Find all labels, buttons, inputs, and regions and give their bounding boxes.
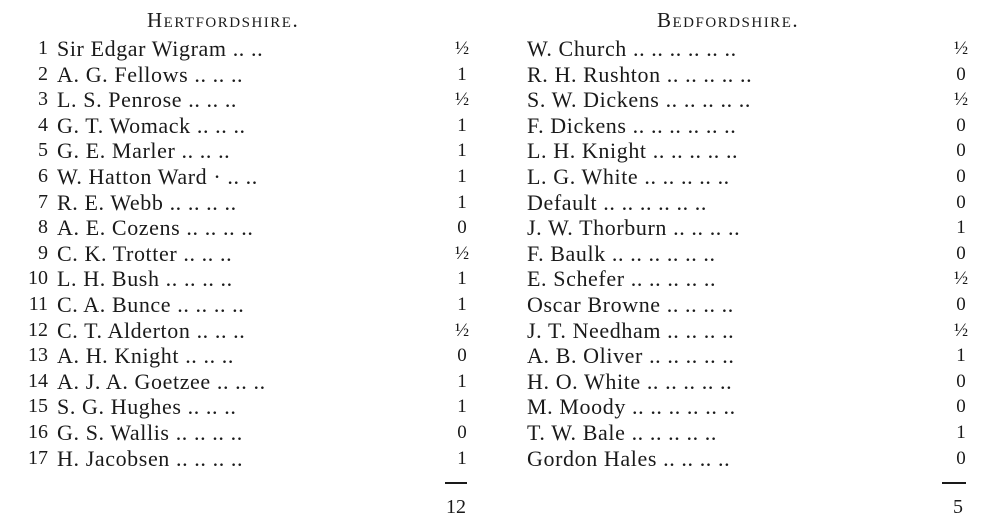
bedfordshire-row xyxy=(500,343,1001,369)
hertfordshire-row xyxy=(0,138,500,164)
player-score: 1 xyxy=(457,191,467,213)
player-name: F. Dickens .. .. .. .. .. .. xyxy=(527,112,737,138)
bedfordshire-total-rule xyxy=(942,482,966,484)
bedfordshire-row xyxy=(500,241,1001,267)
player-name: M. Moody .. .. .. .. .. .. xyxy=(527,394,736,420)
hertfordshire-row xyxy=(0,292,500,318)
bedfordshire-row xyxy=(500,318,1001,344)
bedfordshire-row xyxy=(500,266,1001,292)
player-score: 1 xyxy=(457,293,467,315)
hertfordshire-row xyxy=(0,87,500,113)
player-name: F. Baulk .. .. .. .. .. .. xyxy=(527,240,716,266)
hertfordshire-row xyxy=(0,36,500,62)
player-score: ½ xyxy=(454,242,470,264)
board-number: 17 xyxy=(28,446,48,469)
player-score: 0 xyxy=(956,191,966,213)
player-score: 1 xyxy=(457,447,467,469)
board-number: 8 xyxy=(38,216,48,239)
hertfordshire-players xyxy=(0,36,500,471)
player-score: 0 xyxy=(956,293,966,315)
player-name: A. B. Oliver .. .. .. .. .. xyxy=(527,343,735,369)
hertfordshire-row xyxy=(0,266,500,292)
bedfordshire-row xyxy=(500,62,1001,88)
player-name: A. H. Knight .. .. .. xyxy=(57,343,234,369)
player-score: 1 xyxy=(956,345,966,367)
player-score: 0 xyxy=(956,242,966,264)
bedfordshire-row xyxy=(500,292,1001,318)
player-score: 1 xyxy=(457,268,467,290)
player-score: 1 xyxy=(457,114,467,136)
player-name: Gordon Hales .. .. .. .. xyxy=(527,445,731,471)
player-name: Default .. .. .. .. .. .. xyxy=(527,189,707,215)
player-name: E. Schefer .. .. .. .. .. xyxy=(527,266,717,292)
bedfordshire-row xyxy=(500,446,1001,472)
board-number: 1 xyxy=(38,37,48,59)
board-number: 2 xyxy=(38,62,48,85)
player-score: 0 xyxy=(956,165,966,187)
hertfordshire-row xyxy=(0,241,500,267)
player-score: ½ xyxy=(953,268,969,290)
hertfordshire-row xyxy=(0,446,500,472)
bedfordshire-row xyxy=(500,87,1001,113)
hertfordshire-row xyxy=(0,420,500,446)
hertfordshire-row xyxy=(0,369,500,395)
hertfordshire-row xyxy=(0,343,500,369)
bedfordshire-row xyxy=(500,164,1001,190)
player-name: L. G. White .. .. .. .. .. xyxy=(527,163,730,189)
board-number: 12 xyxy=(28,318,48,341)
player-score: 1 xyxy=(956,421,966,443)
player-name: S. G. Hughes .. .. .. xyxy=(57,394,237,420)
player-score: 1 xyxy=(457,165,467,187)
player-name: T. W. Bale .. .. .. .. .. xyxy=(527,419,717,445)
bedfordshire-row xyxy=(500,394,1001,420)
player-name: A. E. Cozens .. .. .. .. xyxy=(57,215,254,241)
player-score: 0 xyxy=(956,140,966,162)
player-score: ½ xyxy=(454,38,470,59)
player-name: W. Church .. .. .. .. .. .. xyxy=(527,36,737,61)
hertfordshire-total-rule xyxy=(445,482,467,484)
player-name: A. G. Fellows .. .. .. xyxy=(57,61,244,87)
player-score: ½ xyxy=(454,89,470,111)
player-name: C. K. Trotter .. .. .. xyxy=(57,240,233,266)
player-score: ½ xyxy=(953,319,969,341)
player-name: L. S. Penrose .. .. .. xyxy=(57,87,238,113)
player-score: 0 xyxy=(956,370,966,392)
player-name: G. T. Womack .. .. .. xyxy=(57,112,246,138)
board-number: 15 xyxy=(28,395,48,418)
player-name: A. J. A. Goetzee .. .. .. xyxy=(57,368,266,394)
board-number: 3 xyxy=(38,88,48,111)
player-score: 0 xyxy=(956,447,966,469)
hertfordshire-row xyxy=(0,318,500,344)
bedfordshire-row xyxy=(500,138,1001,164)
player-score: 1 xyxy=(956,217,966,239)
player-score: 1 xyxy=(457,396,467,418)
player-score: 1 xyxy=(457,140,467,162)
bedfordshire-row xyxy=(500,190,1001,216)
player-score: 0 xyxy=(956,396,966,418)
player-score: ½ xyxy=(953,38,969,59)
player-score: ½ xyxy=(953,89,969,111)
player-name: L. H. Bush .. .. .. .. xyxy=(57,266,233,292)
player-score: 1 xyxy=(457,63,467,85)
hertfordshire-row xyxy=(0,62,500,88)
player-name: G. E. Marler .. .. .. xyxy=(57,138,231,164)
bedfordshire-row xyxy=(500,420,1001,446)
board-number: 4 xyxy=(38,113,48,136)
hertfordshire-row xyxy=(0,164,500,190)
player-name: L. H. Knight .. .. .. .. .. xyxy=(527,138,739,164)
hertfordshire-row xyxy=(0,394,500,420)
player-name: H. O. White .. .. .. .. .. xyxy=(527,368,733,394)
player-name: W. Hatton Ward · .. .. xyxy=(57,163,258,189)
board-number: 6 xyxy=(38,164,48,187)
bedfordshire-row xyxy=(500,113,1001,139)
player-score: 0 xyxy=(956,114,966,136)
hertfordshire-heading: Hertfordshire. xyxy=(147,8,300,32)
hertfordshire-row xyxy=(0,215,500,241)
board-number: 7 xyxy=(38,190,48,213)
bedfordshire-total: 5 xyxy=(953,496,963,518)
board-number: 16 xyxy=(28,420,48,443)
player-name: C. A. Bunce .. .. .. .. xyxy=(57,291,245,317)
board-number: 11 xyxy=(28,292,48,315)
player-name: H. Jacobsen .. .. .. .. xyxy=(57,445,244,471)
player-score: 0 xyxy=(457,345,467,367)
bedfordshire-heading: Bedfordshire. xyxy=(657,8,800,32)
bedfordshire-row xyxy=(500,369,1001,395)
board-number: 13 xyxy=(28,344,48,367)
bedfordshire-row xyxy=(500,36,1001,62)
player-name: G. S. Wallis .. .. .. .. xyxy=(57,419,243,445)
player-name: S. W. Dickens .. .. .. .. .. xyxy=(527,87,751,113)
bedfordshire-row xyxy=(500,215,1001,241)
player-name: C. T. Alderton .. .. .. xyxy=(57,317,246,343)
player-score: 0 xyxy=(457,421,467,443)
board-number: 5 xyxy=(38,139,48,162)
player-name: R. E. Webb .. .. .. .. xyxy=(57,189,237,215)
player-score: 1 xyxy=(457,370,467,392)
hertfordshire-row xyxy=(0,113,500,139)
player-score: 0 xyxy=(956,63,966,85)
board-number: 14 xyxy=(28,369,48,392)
board-number: 10 xyxy=(28,267,48,290)
hertfordshire-row xyxy=(0,190,500,216)
board-number: 9 xyxy=(38,241,48,264)
player-name: Sir Edgar Wigram .. .. xyxy=(57,36,264,61)
player-name: Oscar Browne .. .. .. .. xyxy=(527,291,734,317)
bedfordshire-players xyxy=(500,36,1001,471)
player-score: 0 xyxy=(457,217,467,239)
player-name: J. W. Thorburn .. .. .. .. xyxy=(527,215,741,241)
player-name: J. T. Needham .. .. .. .. xyxy=(527,317,735,343)
hertfordshire-total: 12 xyxy=(446,496,466,518)
player-score: ½ xyxy=(454,319,470,341)
player-name: R. H. Rushton .. .. .. .. .. xyxy=(527,61,753,87)
